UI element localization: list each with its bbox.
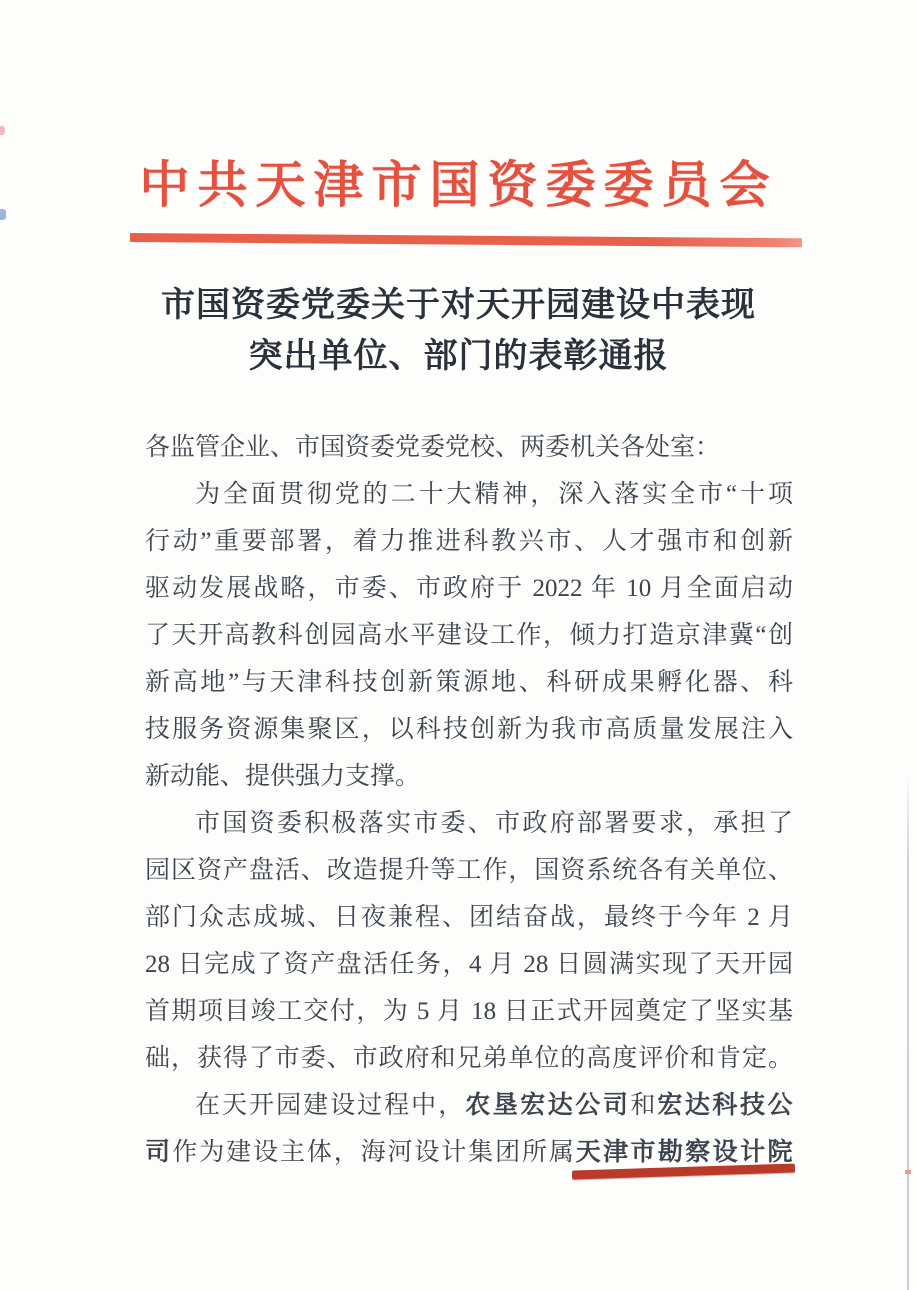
letterhead-red-rule [130,233,802,247]
body-text-segment: 各监管企业、市国资委党委党校、两委机关各处室： [145,434,721,461]
body-line [145,894,793,941]
body-text-segment: 础，获得了市委、市政府和兄弟单位的高度评价和肯定。 [145,1045,793,1072]
scan-artifact-right-pink [905,1170,911,1174]
body-line [145,1035,793,1082]
body-text-segment: 园区资产盘活、改造提升等工作，国资系统各有关单位、 [145,857,793,884]
body-line [145,988,793,1035]
body-line [145,659,793,706]
body-line [145,1082,793,1129]
body-text-segment: 在天开园建设过程中， [195,1092,466,1119]
body-text-segment: 和 [630,1092,658,1119]
red-underlined-highlight: 天津市勘察设计院 [575,1138,793,1166]
body-text-segment: 了天开高教科创园高水平建设工作，倾力打造京津冀“创 [145,622,793,649]
body-text-segment: 新动能、提供强力支撑。 [145,763,421,790]
body-line [145,941,793,988]
body-line [145,753,793,800]
body-text-segment: 首期项目竣工交付，为 5 月 18 日正式开园奠定了坚实基 [145,998,793,1025]
body-text-segment: 技服务资源集聚区，以科技创新为我市高质量发展注入 [145,716,793,743]
body-line [145,471,793,518]
letterhead-org-name: 中共天津市国资委委员会 [139,157,778,213]
body-text-segment: 部门众志成城、日夜兼程、团结奋战，最终于今年 2 月 [145,904,793,931]
document-title-line-2: 突出单位、部门的表彰通报 [248,338,669,375]
body-text [145,424,793,1176]
scan-artifact-left-pink [0,126,5,135]
body-line [145,565,793,612]
body-text-segment: 作为建设主体，海河设计集团所属 [172,1139,576,1166]
body-text-segment: 驱动发展战略，市委、市政府于 2022 年 10 月全面启动 [145,575,793,602]
bold-org-name-segment: 宏达科技公 [657,1091,793,1119]
body-line [145,612,793,659]
body-text-segment: 市国资委积极落实市委、市政府部署要求，承担了 [195,810,793,837]
bold-org-name-segment: 司 [145,1138,173,1166]
body-line [145,706,793,753]
bold-org-name-segment: 农垦宏达公司 [465,1091,631,1119]
body-line [145,518,793,565]
body-line [145,800,793,847]
body-text-segment: 行动”重要部署，着力推进科教兴市、人才强市和创新 [145,528,793,555]
body-text-segment: 新高地”与天津科技创新策源地、科研成果孵化器、科 [145,669,793,696]
scan-artifact-right-edge-line [907,770,909,1290]
document-title-line-1: 市国资委党委关于对天开园建设中表现 [161,287,756,324]
body-line [145,847,793,894]
body-text-segment: 为全面贯彻党的二十大精神，深入落实全市“十项 [195,481,793,508]
body-line [145,424,793,471]
body-line [145,1129,793,1176]
body-text-segment: 28 日完成了资产盘活任务，4 月 28 日圆满实现了天开园 [145,951,793,978]
